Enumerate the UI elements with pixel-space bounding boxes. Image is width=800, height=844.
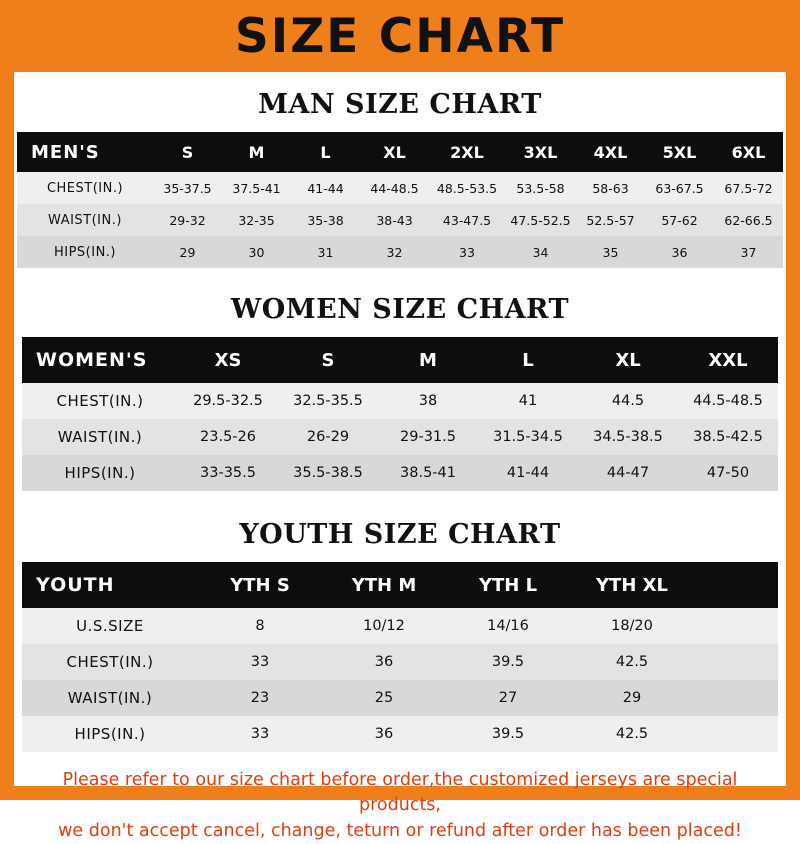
youth-size-table <box>22 562 778 752</box>
table-cell: 37.5-41 <box>222 172 291 204</box>
column-header: 3XL <box>505 132 576 172</box>
row-label: HIPS(IN.) <box>22 455 178 491</box>
table-cell: 23 <box>198 680 322 716</box>
column-header: XL <box>578 337 678 383</box>
column-header: XXL <box>678 337 778 383</box>
page-title: SIZE CHART <box>234 8 566 64</box>
row-label: WAIST(IN.) <box>22 680 198 716</box>
table-header-row <box>17 132 783 172</box>
column-header: 4XL <box>576 132 645 172</box>
table-row <box>17 204 783 236</box>
table-cell-spacer <box>694 608 778 644</box>
women-size-table <box>22 337 778 491</box>
table-cell: 14/16 <box>446 608 570 644</box>
table-cell: 18/20 <box>570 608 694 644</box>
row-label: HIPS(IN.) <box>17 236 153 268</box>
column-header: M <box>222 132 291 172</box>
youth-section-title: YOUTH SIZE CHART <box>239 519 561 550</box>
column-header: L <box>478 337 578 383</box>
table-cell: 29 <box>570 680 694 716</box>
table-cell: 39.5 <box>446 716 570 752</box>
table-cell: 29-32 <box>153 204 222 236</box>
table-cell: 41-44 <box>478 455 578 491</box>
table-header-row <box>22 337 778 383</box>
table-cell: 47-50 <box>678 455 778 491</box>
table-header-row <box>22 562 778 608</box>
table-cell: 27 <box>446 680 570 716</box>
table-cell: 8 <box>198 608 322 644</box>
table-cell: 52.5-57 <box>576 204 645 236</box>
footer-note-line-1: Please refer to our size chart before order,the customized jerseys are special products, <box>62 770 738 816</box>
table-cell: 10/12 <box>322 608 446 644</box>
table-row <box>22 419 778 455</box>
row-label: CHEST(IN.) <box>17 172 153 204</box>
table-row <box>17 172 783 204</box>
row-label: HIPS(IN.) <box>22 716 198 752</box>
man-section-title: MAN SIZE CHART <box>258 89 542 120</box>
table-cell: 34 <box>505 236 576 268</box>
table-cell: 43-47.5 <box>429 204 505 236</box>
column-header: WOMEN'S <box>22 337 178 383</box>
table-row <box>17 236 783 268</box>
column-header: 6XL <box>714 132 783 172</box>
table-cell: 29.5-32.5 <box>178 383 278 419</box>
table-row <box>22 716 778 752</box>
column-header: 5XL <box>645 132 714 172</box>
table-cell: 39.5 <box>446 644 570 680</box>
table-cell: 38.5-41 <box>378 455 478 491</box>
row-label: U.S.SIZE <box>22 608 198 644</box>
row-label: CHEST(IN.) <box>22 383 178 419</box>
table-cell: 30 <box>222 236 291 268</box>
table-cell: 32 <box>360 236 429 268</box>
column-header: XS <box>178 337 278 383</box>
column-header: YTH XL <box>570 562 694 608</box>
table-cell: 26-29 <box>278 419 378 455</box>
table-cell: 47.5-52.5 <box>505 204 576 236</box>
table-cell: 34.5-38.5 <box>578 419 678 455</box>
table-cell: 36 <box>645 236 714 268</box>
row-label: CHEST(IN.) <box>22 644 198 680</box>
table-cell: 35-37.5 <box>153 172 222 204</box>
table-row <box>22 608 778 644</box>
table-cell: 44.5-48.5 <box>678 383 778 419</box>
column-header-spacer <box>694 562 778 608</box>
table-cell: 29-31.5 <box>378 419 478 455</box>
table-cell: 35 <box>576 236 645 268</box>
column-header: YOUTH <box>22 562 198 608</box>
table-cell: 32-35 <box>222 204 291 236</box>
table-cell: 33 <box>198 716 322 752</box>
table-cell: 62-66.5 <box>714 204 783 236</box>
column-header: YTH S <box>198 562 322 608</box>
table-cell: 31.5-34.5 <box>478 419 578 455</box>
column-header: MEN'S <box>17 132 153 172</box>
table-cell: 42.5 <box>570 716 694 752</box>
column-header: 2XL <box>429 132 505 172</box>
table-cell: 33 <box>198 644 322 680</box>
table-row <box>22 455 778 491</box>
row-label: WAIST(IN.) <box>17 204 153 236</box>
table-cell: 44-48.5 <box>360 172 429 204</box>
table-cell: 48.5-53.5 <box>429 172 505 204</box>
table-cell: 31 <box>291 236 360 268</box>
table-cell: 38.5-42.5 <box>678 419 778 455</box>
table-cell: 25 <box>322 680 446 716</box>
page-banner <box>0 0 800 72</box>
table-cell: 37 <box>714 236 783 268</box>
table-cell: 41 <box>478 383 578 419</box>
table-cell: 35.5-38.5 <box>278 455 378 491</box>
footer-note-line-2: we don't accept cancel, change, teturn or refund after order has been placed! <box>58 820 742 841</box>
table-cell: 35-38 <box>291 204 360 236</box>
table-cell: 58-63 <box>576 172 645 204</box>
table-cell: 41-44 <box>291 172 360 204</box>
table-cell: 36 <box>322 644 446 680</box>
row-label: WAIST(IN.) <box>22 419 178 455</box>
table-cell: 57-62 <box>645 204 714 236</box>
table-cell: 32.5-35.5 <box>278 383 378 419</box>
column-header: S <box>278 337 378 383</box>
table-row <box>22 680 778 716</box>
column-header: M <box>378 337 478 383</box>
table-cell: 29 <box>153 236 222 268</box>
table-row <box>22 383 778 419</box>
table-cell: 33-35.5 <box>178 455 278 491</box>
table-cell-spacer <box>694 644 778 680</box>
table-cell-spacer <box>694 716 778 752</box>
table-cell: 23.5-26 <box>178 419 278 455</box>
column-header: YTH L <box>446 562 570 608</box>
table-cell: 38-43 <box>360 204 429 236</box>
man-size-table <box>17 132 783 268</box>
table-row <box>22 644 778 680</box>
table-cell: 33 <box>429 236 505 268</box>
column-header: YTH M <box>322 562 446 608</box>
table-cell-spacer <box>694 680 778 716</box>
footer-note <box>14 768 786 844</box>
table-cell: 38 <box>378 383 478 419</box>
column-header: L <box>291 132 360 172</box>
women-section-title: WOMEN SIZE CHART <box>230 294 570 325</box>
column-header: S <box>153 132 222 172</box>
table-cell: 44-47 <box>578 455 678 491</box>
table-cell: 42.5 <box>570 644 694 680</box>
column-header: XL <box>360 132 429 172</box>
table-cell: 67.5-72 <box>714 172 783 204</box>
table-cell: 53.5-58 <box>505 172 576 204</box>
table-cell: 63-67.5 <box>645 172 714 204</box>
table-cell: 36 <box>322 716 446 752</box>
table-cell: 44.5 <box>578 383 678 419</box>
